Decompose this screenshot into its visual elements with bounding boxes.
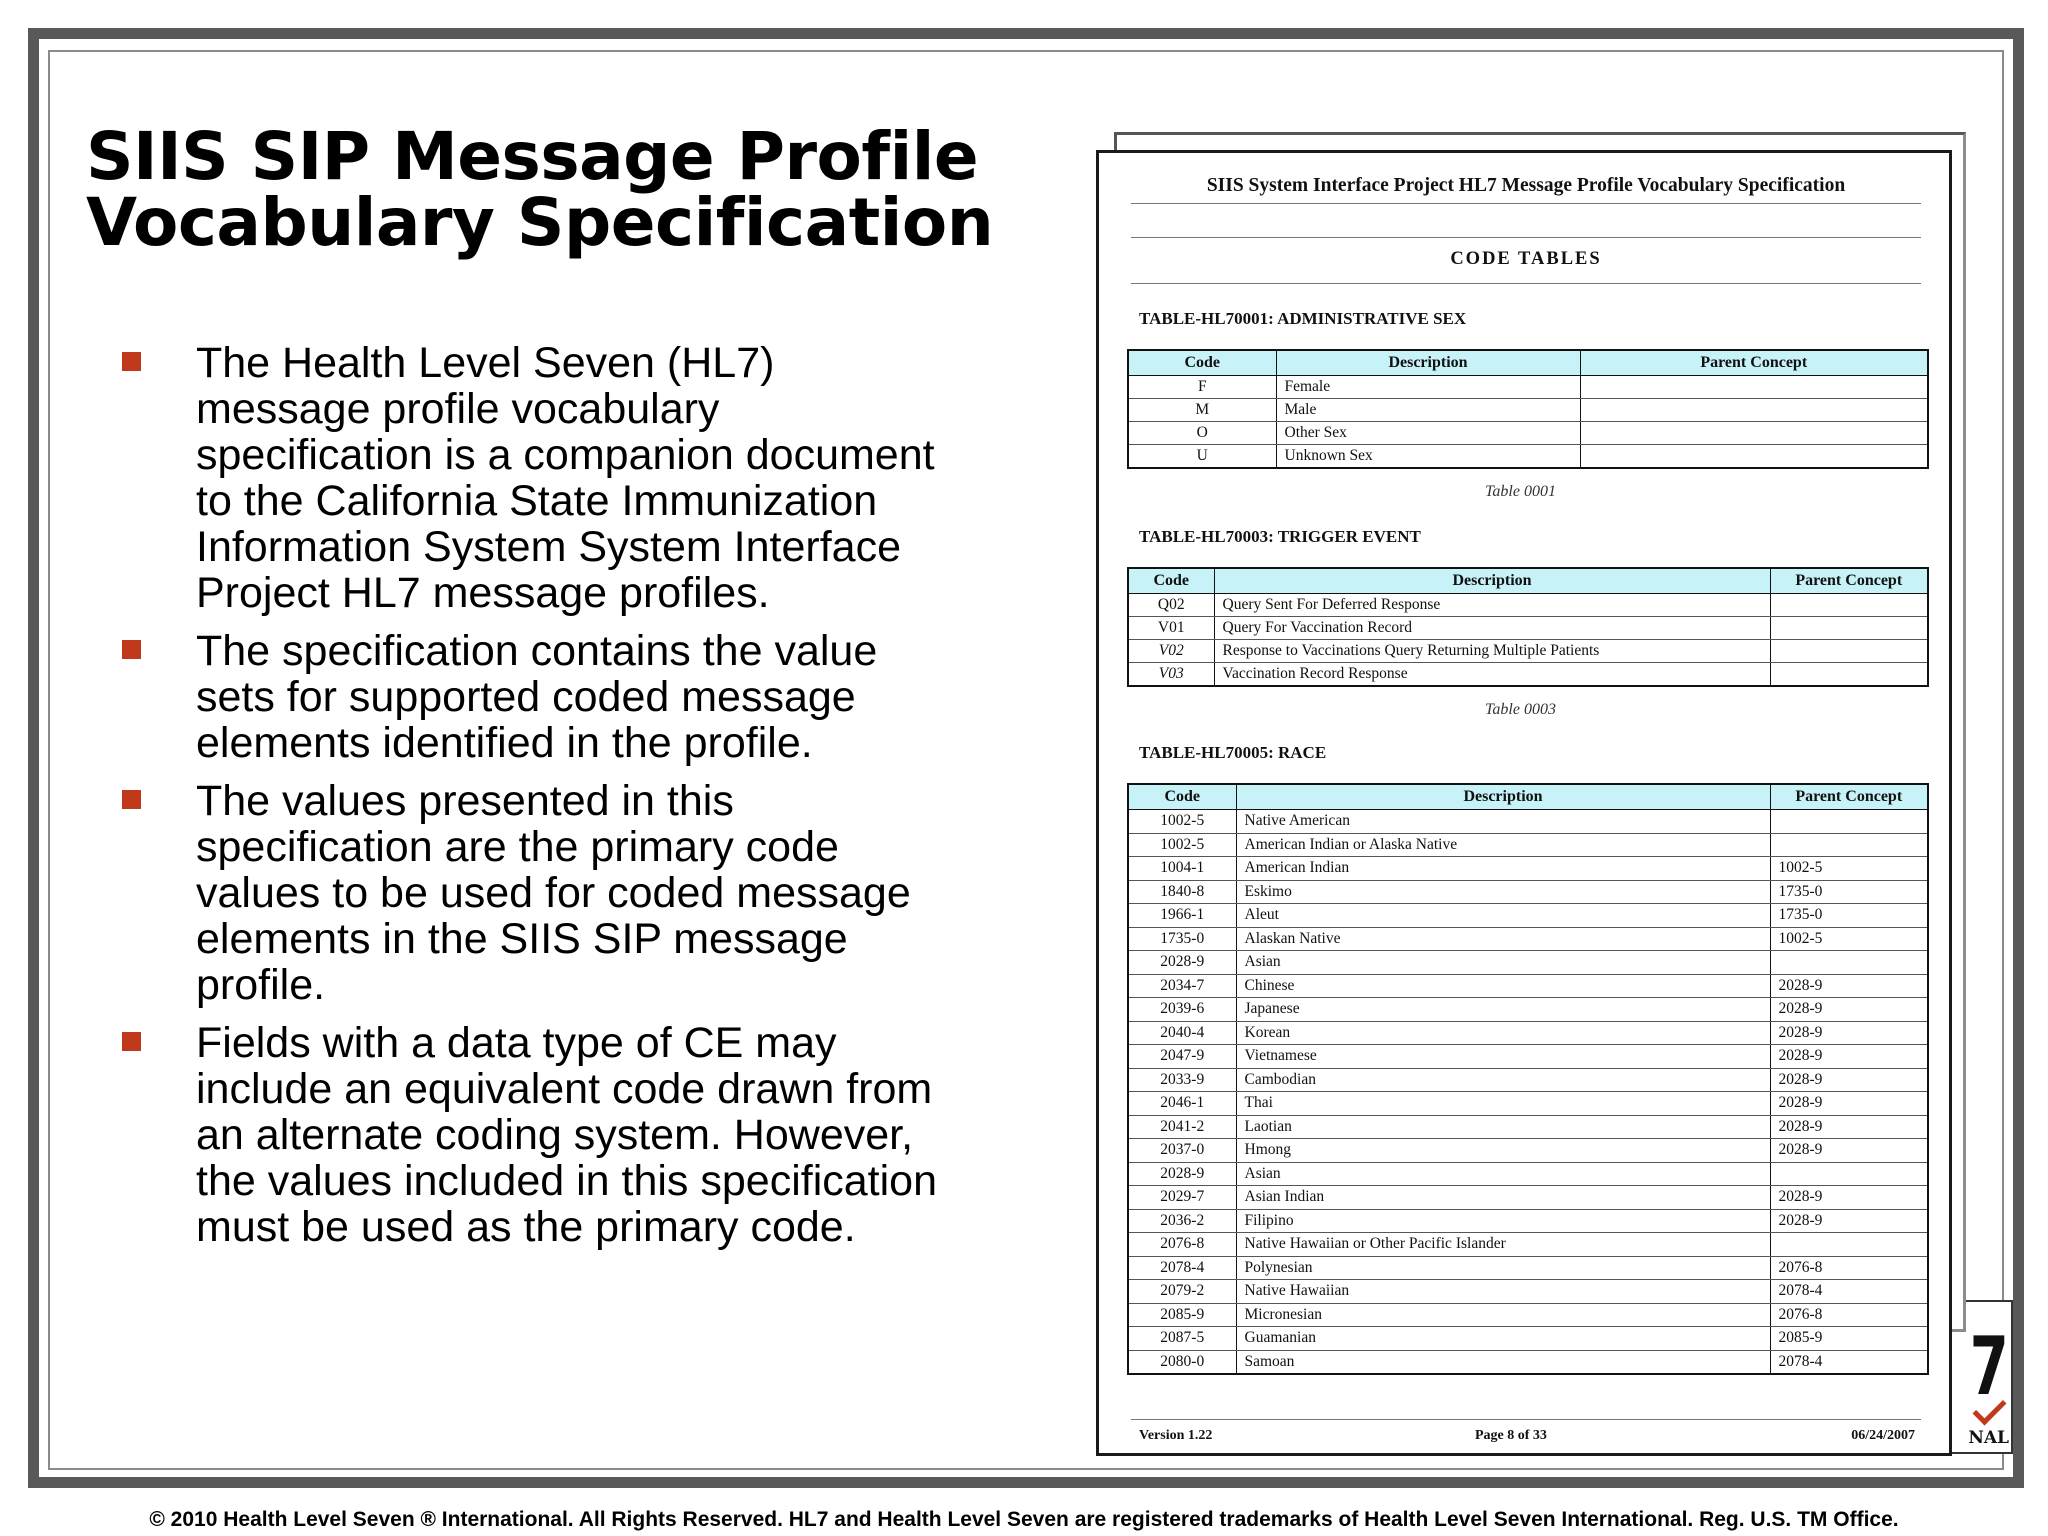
description-cell: Filipino xyxy=(1236,1209,1770,1233)
code-cell: O xyxy=(1128,422,1276,445)
code-cell: 2034-7 xyxy=(1128,974,1236,998)
hl7-logo-mark-icon: 7 xyxy=(1970,1320,2009,1413)
code-cell: 2028-9 xyxy=(1128,1162,1236,1186)
description-cell: Hmong xyxy=(1236,1139,1770,1163)
table-row xyxy=(1128,1139,1928,1163)
table-row xyxy=(1128,594,1928,617)
bullet-item xyxy=(120,628,960,766)
hl7-logo-text: NAL xyxy=(1968,1428,2009,1448)
table-row xyxy=(1128,1115,1928,1139)
description-cell: Vaccination Record Response xyxy=(1214,663,1770,687)
code-cell: 2028-9 xyxy=(1128,951,1236,975)
footer-version: Version 1.22 xyxy=(1139,1428,1213,1443)
table-row xyxy=(1128,1303,1928,1327)
table-row xyxy=(1128,663,1928,687)
table-title-race: TABLE-HL70005: RACE xyxy=(1139,743,1327,762)
table-row xyxy=(1128,927,1928,951)
parent-concept-cell: 1002-5 xyxy=(1770,927,1928,951)
description-cell: Other Sex xyxy=(1276,422,1580,445)
code-cell: 2079-2 xyxy=(1128,1280,1236,1304)
bullet-text: The values presented in this specification are the primary code values to be used for coded message elements in the SIIS SIP message profile. xyxy=(196,777,911,1009)
table-row xyxy=(1128,1256,1928,1280)
description-cell: Korean xyxy=(1236,1021,1770,1045)
description-cell: Query For Vaccination Record xyxy=(1214,617,1770,640)
table-row xyxy=(1128,1280,1928,1304)
bullet-text: Fields with a data type of CE may include an equivalent code drawn from an alternate coding system. However, the values included in this specification must be used as the primary code. xyxy=(196,1019,937,1251)
code-cell: 1002-5 xyxy=(1128,833,1236,857)
footer-date: 06/24/2007 xyxy=(1851,1428,1915,1443)
code-cell: 2033-9 xyxy=(1128,1068,1236,1092)
code-cell: 2087-5 xyxy=(1128,1327,1236,1351)
description-cell: Polynesian xyxy=(1236,1256,1770,1280)
description-cell: Asian Indian xyxy=(1236,1186,1770,1210)
parent-concept-cell xyxy=(1770,1233,1928,1257)
bullet-item xyxy=(120,340,960,616)
code-cell: Q02 xyxy=(1128,594,1214,617)
code-cell: 2041-2 xyxy=(1128,1115,1236,1139)
description-cell: Chinese xyxy=(1236,974,1770,998)
table-row xyxy=(1128,640,1928,663)
parent-concept-cell: 1735-0 xyxy=(1770,904,1928,928)
parent-concept-cell: 2076-8 xyxy=(1770,1303,1928,1327)
column-header: Description xyxy=(1276,350,1580,376)
code-cell: 2047-9 xyxy=(1128,1045,1236,1069)
code-cell: 2029-7 xyxy=(1128,1186,1236,1210)
table-row xyxy=(1128,880,1928,904)
bullet-item xyxy=(120,778,960,1008)
parent-concept-cell: 2028-9 xyxy=(1770,1209,1928,1233)
copyright-notice: © 2010 Health Level Seven ® International. All Rights Reserved. HL7 and Health Level Seven are registered trademarks of Health Level Seven International. Reg. U.S. TM Office. xyxy=(149,1508,1899,1531)
table-row xyxy=(1128,1327,1928,1351)
column-header: Description xyxy=(1236,784,1770,810)
document-footer xyxy=(1131,1419,1921,1443)
code-table-sex xyxy=(1127,349,1929,469)
description-cell: American Indian or Alaska Native xyxy=(1236,833,1770,857)
code-cell: 2076-8 xyxy=(1128,1233,1236,1257)
table-title-sex: TABLE-HL70001: ADMINISTRATIVE SEX xyxy=(1139,309,1467,328)
description-cell: Response to Vaccinations Query Returning Multiple Patients xyxy=(1214,640,1770,663)
square-bullet-icon xyxy=(122,1032,141,1051)
parent-concept-cell: 1735-0 xyxy=(1770,880,1928,904)
table-row xyxy=(1128,857,1928,881)
table-body xyxy=(1128,594,1928,687)
code-cell: 1004-1 xyxy=(1128,857,1236,881)
parent-concept-cell: 2078-4 xyxy=(1770,1280,1928,1304)
description-cell: Samoan xyxy=(1236,1350,1770,1374)
table-row xyxy=(1128,399,1928,422)
description-cell: Asian xyxy=(1236,951,1770,975)
code-cell: 2040-4 xyxy=(1128,1021,1236,1045)
table-caption: Table 0003 xyxy=(1485,701,1556,718)
code-cell: V03 xyxy=(1128,663,1214,687)
parent-concept-cell xyxy=(1770,951,1928,975)
table-row xyxy=(1128,833,1928,857)
table-caption: Table 0001 xyxy=(1485,483,1556,500)
description-cell: Native American xyxy=(1236,810,1770,834)
table-row xyxy=(1128,1233,1928,1257)
description-cell: Asian xyxy=(1236,1162,1770,1186)
footer-page: Page 8 of 33 xyxy=(1475,1428,1547,1443)
bullet-text: The Health Level Seven (HL7) message profile vocabulary specification is a companion document to the California State Immunization Information System System Interface Project HL7 message profiles. xyxy=(196,339,935,617)
slide-title xyxy=(86,118,1076,261)
code-cell: 1966-1 xyxy=(1128,904,1236,928)
description-cell: Query Sent For Deferred Response xyxy=(1214,594,1770,617)
code-cell: 2046-1 xyxy=(1128,1092,1236,1116)
section-rule-top xyxy=(1131,237,1921,238)
column-header: Description xyxy=(1214,568,1770,594)
table-row xyxy=(1128,810,1928,834)
code-cell: M xyxy=(1128,399,1276,422)
description-cell: Thai xyxy=(1236,1092,1770,1116)
code-cell: F xyxy=(1128,376,1276,399)
table-row xyxy=(1128,1209,1928,1233)
description-cell: Micronesian xyxy=(1236,1303,1770,1327)
section-rule-bottom xyxy=(1131,283,1921,284)
table-row xyxy=(1128,422,1928,445)
parent-concept-cell: 2028-9 xyxy=(1770,974,1928,998)
parent-concept-cell: 2078-4 xyxy=(1770,1350,1928,1374)
parent-concept-cell: 1002-5 xyxy=(1770,857,1928,881)
parent-concept-cell: 2028-9 xyxy=(1770,1139,1928,1163)
slide-title-line-2: Vocabulary Specification xyxy=(86,184,994,261)
parent-concept-cell: 2028-9 xyxy=(1770,1021,1928,1045)
square-bullet-icon xyxy=(122,640,141,659)
bullet-text: The specification contains the value sets for supported coded message elements identified in the profile. xyxy=(196,627,878,767)
table-body xyxy=(1128,376,1928,469)
table-row xyxy=(1128,617,1928,640)
parent-concept-cell: 2028-9 xyxy=(1770,1092,1928,1116)
table-row xyxy=(1128,904,1928,928)
parent-concept-cell xyxy=(1580,399,1928,422)
parent-concept-cell: 2028-9 xyxy=(1770,998,1928,1022)
parent-concept-cell xyxy=(1770,663,1928,687)
column-header: Parent Concept xyxy=(1580,350,1928,376)
code-cell: 2085-9 xyxy=(1128,1303,1236,1327)
parent-concept-cell xyxy=(1770,640,1928,663)
table-row xyxy=(1128,1350,1928,1374)
parent-concept-cell xyxy=(1770,617,1928,640)
description-cell: Native Hawaiian xyxy=(1236,1280,1770,1304)
code-cell: 1840-8 xyxy=(1128,880,1236,904)
description-cell: American Indian xyxy=(1236,857,1770,881)
document-header: SIIS System Interface Project HL7 Message Profile Vocabulary Specification xyxy=(1131,175,1921,204)
code-cell: U xyxy=(1128,445,1276,469)
square-bullet-icon xyxy=(122,790,141,809)
column-header: Parent Concept xyxy=(1770,568,1928,594)
square-bullet-icon xyxy=(122,352,141,371)
table-row xyxy=(1128,1186,1928,1210)
document-page-image xyxy=(1096,150,1952,1456)
column-header: Code xyxy=(1128,350,1276,376)
parent-concept-cell xyxy=(1770,833,1928,857)
table-row xyxy=(1128,998,1928,1022)
parent-concept-cell: 2028-9 xyxy=(1770,1115,1928,1139)
section-title: CODE TABLES xyxy=(1450,249,1602,269)
code-table-trigger xyxy=(1127,567,1929,687)
description-cell: Unknown Sex xyxy=(1276,445,1580,469)
description-cell: Aleut xyxy=(1236,904,1770,928)
code-cell: 2039-6 xyxy=(1128,998,1236,1022)
column-header: Code xyxy=(1128,568,1214,594)
code-cell: 2037-0 xyxy=(1128,1139,1236,1163)
parent-concept-cell: 2028-9 xyxy=(1770,1068,1928,1092)
code-table-race xyxy=(1127,783,1929,1375)
description-cell: Female xyxy=(1276,376,1580,399)
description-cell: Guamanian xyxy=(1236,1327,1770,1351)
table-row xyxy=(1128,1162,1928,1186)
parent-concept-cell xyxy=(1580,376,1928,399)
table-row xyxy=(1128,376,1928,399)
code-cell: 2036-2 xyxy=(1128,1209,1236,1233)
code-cell: 1735-0 xyxy=(1128,927,1236,951)
parent-concept-cell: 2028-9 xyxy=(1770,1045,1928,1069)
table-row xyxy=(1128,1021,1928,1045)
table-row xyxy=(1128,1068,1928,1092)
bullet-list xyxy=(120,340,960,1262)
table-row xyxy=(1128,1092,1928,1116)
column-header: Code xyxy=(1128,784,1236,810)
description-cell: Male xyxy=(1276,399,1580,422)
bullet-item xyxy=(120,1020,960,1250)
code-cell: V02 xyxy=(1128,640,1214,663)
table-title-trigger: TABLE-HL70003: TRIGGER EVENT xyxy=(1139,527,1421,546)
parent-concept-cell xyxy=(1580,445,1928,469)
table-row xyxy=(1128,1045,1928,1069)
slide-title-line-1: SIIS SIP Message Profile xyxy=(86,118,979,195)
code-cell: 2080-0 xyxy=(1128,1350,1236,1374)
parent-concept-cell xyxy=(1770,594,1928,617)
parent-concept-cell xyxy=(1770,810,1928,834)
parent-concept-cell: 2028-9 xyxy=(1770,1186,1928,1210)
code-cell: 1002-5 xyxy=(1128,810,1236,834)
table-row xyxy=(1128,951,1928,975)
description-cell: Vietnamese xyxy=(1236,1045,1770,1069)
column-header: Parent Concept xyxy=(1770,784,1928,810)
description-cell: Eskimo xyxy=(1236,880,1770,904)
parent-concept-cell xyxy=(1770,1162,1928,1186)
code-cell: 2078-4 xyxy=(1128,1256,1236,1280)
code-cell: V01 xyxy=(1128,617,1214,640)
table-row xyxy=(1128,974,1928,998)
parent-concept-cell xyxy=(1580,422,1928,445)
description-cell: Laotian xyxy=(1236,1115,1770,1139)
parent-concept-cell: 2076-8 xyxy=(1770,1256,1928,1280)
description-cell: Alaskan Native xyxy=(1236,927,1770,951)
description-cell: Native Hawaiian or Other Pacific Islander xyxy=(1236,1233,1770,1257)
table-body xyxy=(1128,810,1928,1375)
description-cell: Cambodian xyxy=(1236,1068,1770,1092)
description-cell: Japanese xyxy=(1236,998,1770,1022)
parent-concept-cell: 2085-9 xyxy=(1770,1327,1928,1351)
table-row xyxy=(1128,445,1928,469)
